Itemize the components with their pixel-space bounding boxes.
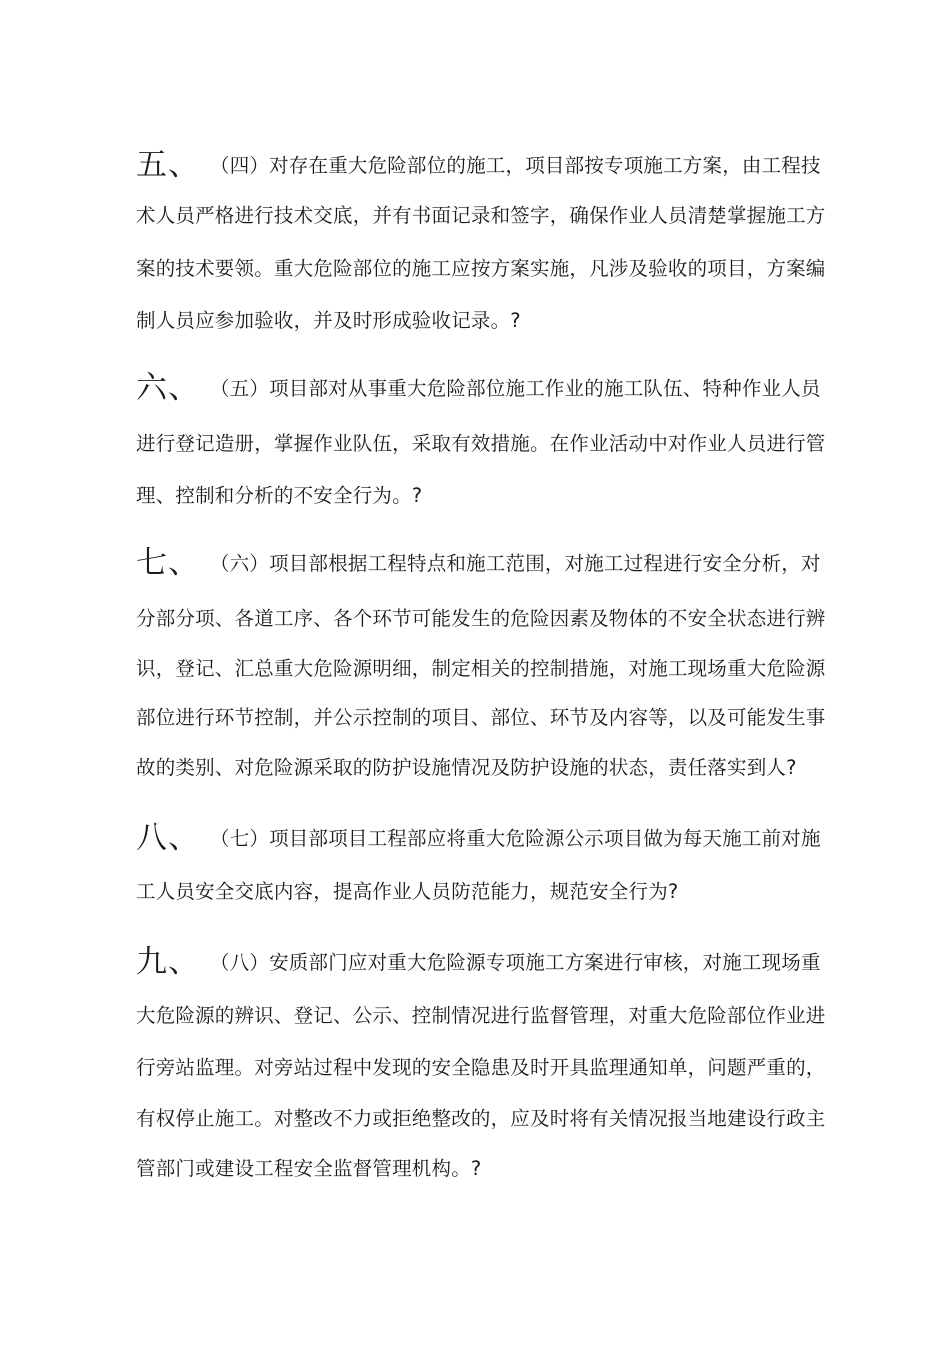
paragraph-line: （八）安质部门应对重大危险源专项施工方案进行审核，对施工现场重 — [210, 951, 821, 974]
paragraph-9 — [136, 944, 876, 1180]
paragraph-line: （四）对存在重大危险部位的施工，项目部按专项施工方案，由工程技 — [210, 154, 821, 177]
paragraph-5 — [136, 147, 876, 333]
paragraph-8 — [136, 820, 876, 906]
paragraph-line: 故的类别、对危险源采取的防护设施情况及防护设施的状态，责任落实到人? — [136, 756, 797, 779]
section-number: 八、 — [136, 820, 200, 856]
section-number: 五、 — [136, 147, 200, 183]
paragraph-line: 术人员严格进行技术交底，并有书面记录和签字，确保作业人员清楚掌握施工方 — [136, 204, 826, 227]
paragraph-line: 案的技术要领。重大危险部位的施工应按方案实施，凡涉及验收的项目，方案编 — [136, 257, 826, 280]
paragraph-line: 大危险源的辨识、登记、公示、控制情况进行监督管理，对重大危险部位作业进 — [136, 1004, 826, 1027]
paragraph-line: 有权停止施工。对整改不力或拒绝整改的，应及时将有关情况报当地建设行政主 — [136, 1107, 826, 1130]
section-number: 九、 — [136, 944, 200, 980]
paragraph-line: 行旁站监理。对旁站过程中发现的安全隐患及时开具监理通知单，问题严重的， — [136, 1056, 826, 1079]
paragraph-7 — [136, 545, 876, 781]
paragraph-line: 理、控制和分析的不安全行为。? — [136, 484, 423, 507]
paragraph-line: 识，登记、汇总重大危险源明细，制定相关的控制措施，对施工现场重大危险源 — [136, 657, 826, 680]
section-number: 七、 — [136, 545, 200, 581]
paragraph-line: 部位进行环节控制，并公示控制的项目、部位、环节及内容等，以及可能发生事 — [136, 706, 826, 729]
section-number: 六、 — [136, 370, 200, 406]
paragraph-line: （七）项目部项目工程部应将重大危险源公示项目做为每天施工前对施 — [210, 827, 821, 850]
paragraph-line: 进行登记造册，掌握作业队伍，采取有效措施。在作业活动中对作业人员进行管 — [136, 432, 826, 455]
paragraph-line: （六）项目部根据工程特点和施工范围，对施工过程进行安全分析，对 — [210, 552, 821, 575]
paragraph-6 — [136, 370, 876, 507]
paragraph-line: 工人员安全交底内容，提高作业人员防范能力，规范安全行为? — [136, 880, 679, 903]
paragraph-line: （五）项目部对从事重大危险部位施工作业的施工队伍、特种作业人员 — [210, 377, 821, 400]
paragraph-line: 管部门或建设工程安全监督管理机构。? — [136, 1157, 482, 1180]
paragraph-line: 分部分项、各道工序、各个环节可能发生的危险因素及物体的不安全状态进行辨 — [136, 607, 826, 630]
paragraph-line: 制人员应参加验收，并及时形成验收记录。? — [136, 309, 521, 332]
